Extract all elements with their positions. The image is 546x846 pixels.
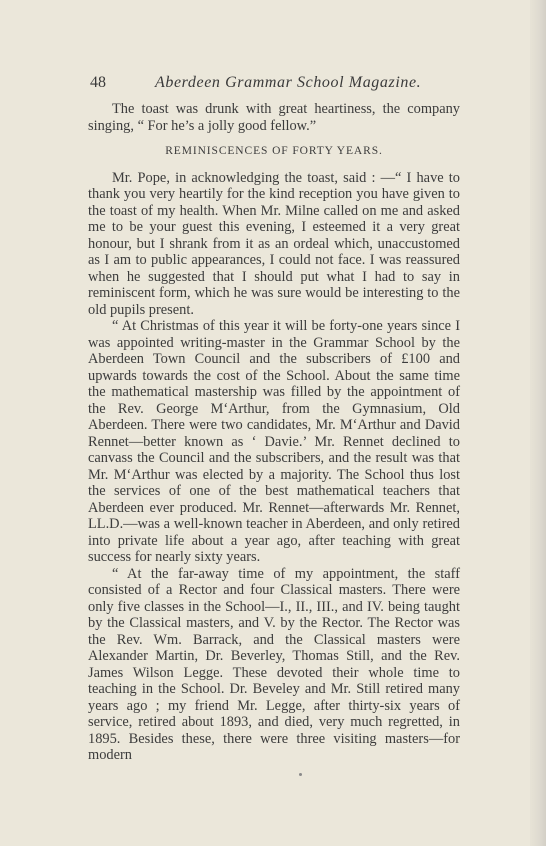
section-heading: REMINISCENCES OF FORTY YEARS.	[165, 145, 383, 157]
page-number: 48	[90, 74, 106, 91]
body-paragraph: “ At the far-away time of my appointment, the staff consisted of a Rector and four Classical masters. There were only five classes in the School—I., II., III., and IV. being taught by the Classical masters, and V. by the Rector. The Rector was the Rev. Wm. Barrack, and the Classical masters were Alexander Martin, Dr. Beverley, Thomas Still, and the Rev. James Wilson Legge. These devoted their whole time to teaching in the School. Dr. Beveley and Mr. Still retired many years ago ; my friend Mr. Legge, after thirty-six years of service, retired about 1893, and died, very much regretted, in 1895. Besides these, there were three visiting masters—for modern	[88, 565, 460, 763]
ink-dot	[299, 773, 302, 776]
body-paragraph: Mr. Pope, in acknowledging the toast, said : —“ I have to thank you very heartily for the kind reception you have given to the toast of my health. When Mr. Milne called on me and asked me to be your guest this evening, I esteemed it a very great honour, but I shrank from it as an ordeal which, unaccustomed as I am to public appearances, I could not face. I was reassured when he suggested that I should put what I had to say in reminiscent form, which he was sure would be interesting to the old pupils present.	[88, 169, 460, 318]
intro-paragraph: The toast was drunk with great heartiness, the company singing, “ For he’s a jolly good fellow.”	[88, 101, 460, 134]
body-paragraph: “ At Christmas of this year it will be forty-one years since I was appointed writing-master in the Grammar School by the Aberdeen Town Council and the subscribers of £100 and upwards towards the cost of the School. About the same time the mathematical mastership was filled by the appointment of the Rev. George M‘Arthur, from the Gymnasium, Old Aberdeen. There were two candidates, Mr. M‘Arthur and David Rennet—better known as ‘ Davie.’ Mr. Rennet declined to canvass the Council and the subscribers, and the result was that Mr. M‘Arthur was elected by a majority. The School thus lost the services of one of the best mathematical teachers that Aberdeen ever produced. Mr. Rennet—afterwards Mr. Rennet, LL.D.—was a well-known teacher in Aberdeen, and only retired into private life about a year ago, after teaching with great success for nearly sixty years.	[88, 318, 460, 565]
article-body	[88, 101, 460, 764]
page-header	[90, 74, 470, 96]
page-edge-shadow	[530, 0, 546, 846]
running-title: Aberdeen Grammar School Magazine.	[155, 74, 422, 91]
